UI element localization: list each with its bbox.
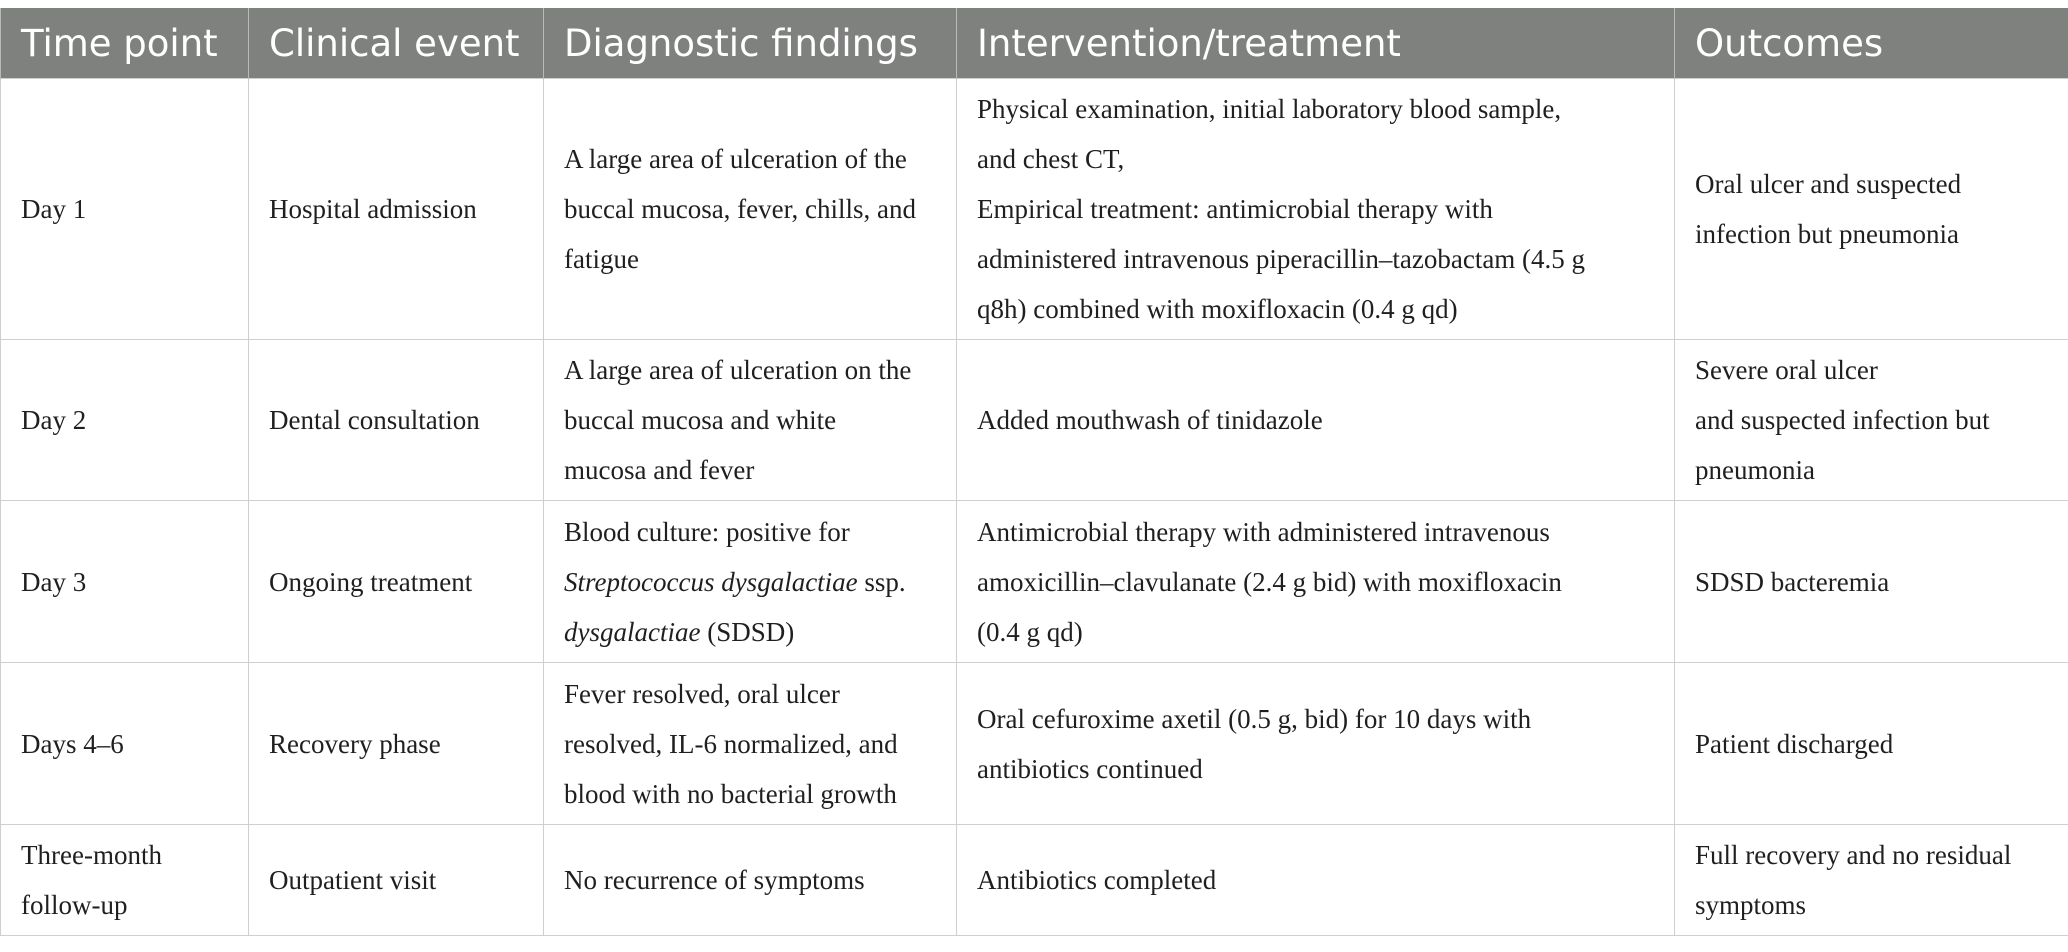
text-line: Oral ulcer and suspected [1695, 169, 1962, 199]
cell-intervention [957, 501, 1675, 663]
text-line: Streptococcus dysgalactiae ssp. [564, 566, 906, 597]
text-line: pneumonia [1695, 455, 1815, 485]
text-line: administered intravenous piperacillin–tazobactam (4.5 g [977, 244, 1586, 274]
text-line: resolved, IL-6 normalized, and [564, 728, 898, 759]
species-name-italic: Streptococcus dysgalactiae [564, 566, 858, 597]
text-line: and chest CT, [977, 144, 1125, 174]
text-line: amoxicillin–clavulanate (2.4 g bid) with moxifloxacin [977, 566, 1562, 597]
text-line: Added mouthwash of tinidazole [977, 405, 1323, 435]
text-line: antibiotics continued [977, 753, 1203, 784]
text-line: Severe oral ulcer [1695, 355, 1878, 385]
cell-intervention [957, 663, 1675, 825]
text-line: q8h) combined with moxifloxacin (0.4 g qd) [977, 294, 1458, 324]
table-row [1, 501, 2068, 663]
cell-time-point [1, 825, 249, 936]
cell-clinical-event: Ongoing treatment [249, 501, 544, 663]
cell-clinical-event: Hospital admission [249, 79, 544, 340]
cell-diagnostic-findings [544, 825, 957, 936]
text-line: Patient discharged [1695, 728, 1894, 759]
cell-outcomes [1675, 663, 2068, 825]
text-line: Oral cefuroxime axetil (0.5 g, bid) for 10 days with [977, 703, 1532, 734]
text-line: Fever resolved, oral ulcer [564, 678, 840, 709]
table-row [1, 825, 2068, 936]
text-line: fatigue [564, 244, 639, 274]
text-line: A large area of ulceration on the [564, 355, 912, 385]
cell-clinical-event: Recovery phase [249, 663, 544, 825]
cell-intervention [957, 79, 1675, 340]
text-line: and suspected infection but [1695, 405, 1990, 435]
cell-time-point: Day 3 [1, 501, 249, 663]
cell-time-point: Day 1 [1, 79, 249, 340]
text-line: Full recovery and no residual [1695, 840, 2012, 870]
text-line: Antibiotics completed [977, 865, 1217, 895]
header-time-point: Time point [1, 8, 249, 79]
text-line: Empirical treatment: antimicrobial therapy with [977, 194, 1493, 224]
cell-diagnostic-findings [544, 663, 957, 825]
text-line: Blood culture: positive for [564, 516, 850, 547]
table-row [1, 340, 2068, 501]
cell-intervention [957, 825, 1675, 936]
clinical-timeline-table-container [0, 8, 2068, 936]
text-line: (0.4 g qd) [977, 616, 1083, 647]
cell-outcomes [1675, 825, 2068, 936]
header-diagnostic-findings: Diagnostic findings [544, 8, 957, 79]
text-line: buccal mucosa and white [564, 405, 837, 435]
text-line: follow-up [21, 890, 128, 920]
text-line: blood with no bacterial growth [564, 778, 897, 809]
header-outcomes: Outcomes [1675, 8, 2068, 79]
cell-clinical-event: Dental consultation [249, 340, 544, 501]
cell-outcomes [1675, 79, 2068, 340]
header-clinical-event: Clinical event [249, 8, 544, 79]
header-intervention: Intervention/treatment [957, 8, 1675, 79]
table-row [1, 663, 2068, 825]
cell-clinical-event: Outpatient visit [249, 825, 544, 936]
cell-diagnostic-findings [544, 79, 957, 340]
text-line: Antimicrobial therapy with administered intravenous [977, 516, 1550, 547]
header-row [1, 8, 2068, 79]
cell-time-point: Days 4–6 [1, 663, 249, 825]
table-body [1, 79, 2068, 936]
subspecies-name-italic: dysgalactiae [564, 616, 701, 647]
text-line: No recurrence of symptoms [564, 865, 865, 895]
text-line: infection but pneumonia [1695, 219, 1959, 249]
table-row [1, 79, 2068, 340]
text-line: dysgalactiae (SDSD) [564, 616, 795, 647]
cell-diagnostic-findings [544, 340, 957, 501]
cell-outcomes [1675, 501, 2068, 663]
cell-outcomes [1675, 340, 2068, 501]
cell-time-point: Day 2 [1, 340, 249, 501]
cell-diagnostic-findings [544, 501, 957, 663]
table-header [1, 8, 2068, 79]
text-line: A large area of ulceration of the [564, 144, 907, 174]
text-line: Physical examination, initial laboratory blood sample, [977, 94, 1562, 124]
text-line: Three-month [21, 840, 162, 870]
text-line: SDSD bacteremia [1695, 566, 1890, 597]
cell-intervention [957, 340, 1675, 501]
text-line: symptoms [1695, 890, 1807, 920]
clinical-timeline-table [0, 8, 2068, 936]
text-line: buccal mucosa, fever, chills, and [564, 194, 917, 224]
text-line: mucosa and fever [564, 455, 755, 485]
